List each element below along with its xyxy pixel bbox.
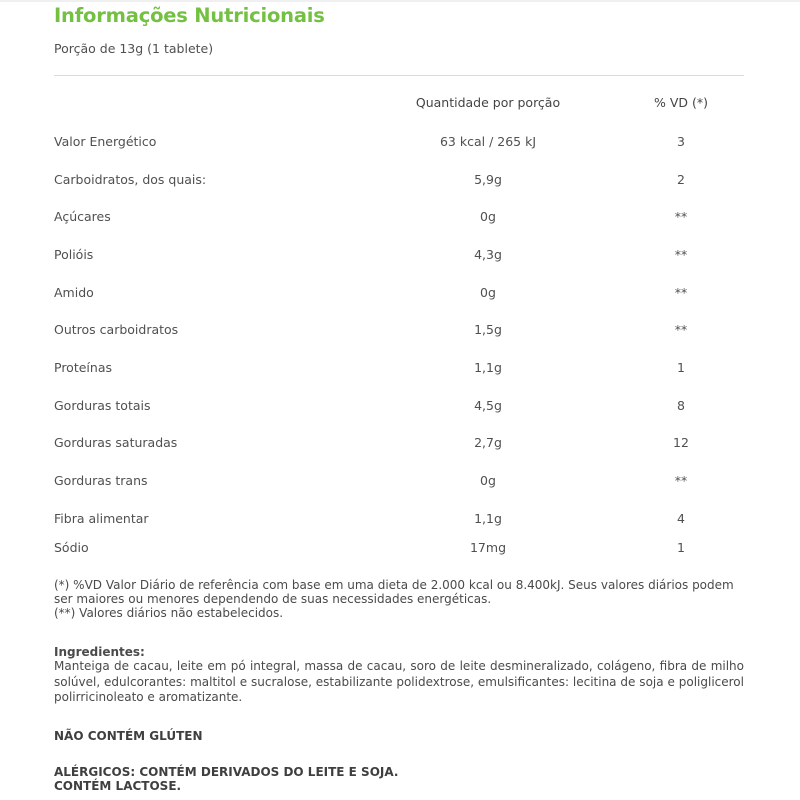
nutrient-quantity: 17mg <box>469 540 507 555</box>
nutrient-name: Fibra alimentar <box>54 511 149 526</box>
nutrient-daily-value: ** <box>674 322 688 337</box>
table-row <box>0 247 800 267</box>
table-row <box>0 322 800 342</box>
nutrient-daily-value: ** <box>674 209 688 224</box>
nutrient-name: Valor Energético <box>54 134 157 149</box>
ingredients-text: Manteiga de cacau, leite em pó integral, massa de cacau, soro de leite desmineralizado, colágeno, fibra de milho solúvel, edulcorantes: maltitol e sucralose, estabilizante polidextrose, emulsificantes: lecitina de soja e poliglicerol polirricinoleato e aromatizante. <box>54 659 744 704</box>
lactose-warning: CONTÉM LACTOSE. <box>54 779 182 793</box>
nutrient-name: Outros carboidratos <box>54 322 179 337</box>
header-divider <box>54 75 744 76</box>
nutrient-daily-value: ** <box>674 473 688 488</box>
nutrient-daily-value: 1 <box>677 360 685 375</box>
gluten-warning: NÃO CONTÉM GLÚTEN <box>54 729 203 743</box>
nutrient-name: Açúcares <box>54 209 111 224</box>
nutrient-quantity: 1,5g <box>474 322 502 337</box>
nutrient-quantity: 0g <box>480 285 496 300</box>
nutrient-quantity: 5,9g <box>474 172 502 187</box>
table-row <box>0 285 800 305</box>
nutrient-daily-value: 2 <box>677 172 685 187</box>
nutrient-daily-value: ** <box>674 285 688 300</box>
ingredients-heading: Ingredientes: <box>54 645 145 659</box>
nutrient-daily-value: 12 <box>673 435 689 450</box>
nutrient-name: Polióis <box>54 247 94 262</box>
not-established-footnote: (**) Valores diários não estabelecidos. <box>54 606 284 620</box>
nutrient-quantity: 1,1g <box>474 360 502 375</box>
page-title: Informações Nutricionais <box>54 4 325 27</box>
nutrient-name: Carboidratos, dos quais: <box>54 172 207 187</box>
nutrient-name: Gorduras trans <box>54 473 148 488</box>
nutrient-daily-value: 8 <box>677 398 685 413</box>
nutrient-daily-value: 4 <box>677 511 685 526</box>
nutrient-quantity: 0g <box>480 209 496 224</box>
allergen-warning: ALÉRGICOS: CONTÉM DERIVADOS DO LEITE E SOJA. <box>54 765 399 779</box>
column-header-daily-value: % VD (*) <box>653 95 708 110</box>
nutrient-name: Amido <box>54 285 94 300</box>
nutrient-daily-value: 3 <box>677 134 685 149</box>
nutrient-daily-value: ** <box>674 247 688 262</box>
nutrient-quantity: 2,7g <box>474 435 502 450</box>
table-row <box>0 360 800 380</box>
top-border <box>0 0 800 2</box>
daily-value-footnote: (*) %VD Valor Diário de referência com base em uma dieta de 2.000 kcal ou 8.400kJ. Seus valores diários podem ser maiores ou menores dependendo de suas necessidades energéticas. <box>54 578 734 606</box>
nutrient-name: Sódio <box>54 540 89 555</box>
table-row <box>0 209 800 229</box>
nutrient-name: Gorduras totais <box>54 398 151 413</box>
table-row <box>0 435 800 455</box>
nutrient-quantity: 4,5g <box>474 398 502 413</box>
column-header-quantity: Quantidade por porção <box>415 95 561 110</box>
nutrient-quantity: 4,3g <box>474 247 502 262</box>
table-row <box>0 172 800 192</box>
table-row <box>0 134 800 154</box>
table-row <box>0 540 800 560</box>
footnotes <box>54 578 746 620</box>
nutrient-daily-value: 1 <box>677 540 685 555</box>
nutrient-quantity: 1,1g <box>474 511 502 526</box>
nutrient-name: Gorduras saturadas <box>54 435 178 450</box>
portion-size: Porção de 13g (1 tablete) <box>54 41 214 56</box>
table-row <box>0 511 800 531</box>
nutrient-quantity: 63 kcal / 265 kJ <box>439 134 537 149</box>
nutrient-name: Proteínas <box>54 360 112 375</box>
nutrient-quantity: 0g <box>480 473 496 488</box>
table-row <box>0 473 800 493</box>
table-row <box>0 398 800 418</box>
